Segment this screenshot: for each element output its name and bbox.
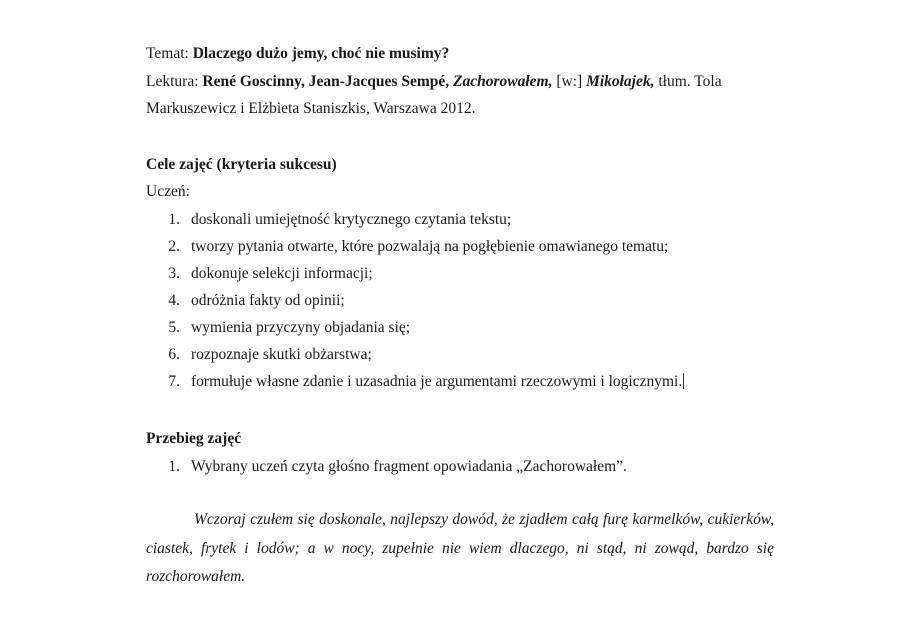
list-item-text: dokonuje selekcji informacji;: [191, 265, 373, 282]
list-item-number: 1.: [168, 458, 180, 475]
reading-book-title: Mikołajek,: [586, 73, 655, 90]
text-cursor: [683, 373, 684, 389]
list-item-number: 1.: [168, 211, 180, 228]
reading-in-label: [w:]: [556, 73, 583, 90]
list-item-text: tworzy pytania otwarte, które pozwalają na pogłębienie omawianego tematu;: [191, 238, 669, 255]
list-item-number: 7.: [168, 373, 180, 390]
list-item-number: 6.: [168, 346, 180, 363]
goals-heading: Cele zajęć (kryteria sukcesu): [146, 156, 337, 173]
list-item-number: 2.: [168, 238, 180, 255]
reading-line-1: [146, 72, 722, 92]
topic-line: [146, 44, 449, 64]
list-item-text: odróżnia fakty od opinii;: [191, 292, 345, 309]
topic-title: Dlaczego dużo jemy, choć nie musimy?: [192, 45, 450, 62]
course-heading: Przebieg zajęć: [146, 430, 242, 447]
goals-subject: Uczeń:: [146, 183, 190, 200]
list-item-number: 4.: [168, 292, 180, 309]
reading-line-2: Markuszewicz i Elżbieta Staniszkis, Warszawa 2012.: [146, 100, 476, 117]
list-item-text-content: formułuje własne zdanie i uzasadnia je argumentami rzeczowymi i logicznymi.: [191, 373, 683, 390]
list-item-text: doskonali umiejętność krytycznego czytania tekstu;: [191, 211, 512, 228]
list-item-number: 3.: [168, 265, 180, 282]
list-item-text[interactable]: [191, 372, 684, 392]
reading-label: Lektura:: [146, 73, 199, 90]
list-item-text: wymienia przyczyny objadania się;: [191, 319, 411, 336]
list-item-text: rozpoznaje skutki obżarstwa;: [191, 346, 372, 363]
reading-authors: René Goscinny, Jean-Jacques Sempé,: [202, 73, 450, 90]
story-quote: Wczoraj czułem się doskonale, najlepszy dowód, że zjadłem całą furę karmelków, cukierków, ciastek, frytek i lodów; a w nocy, zupełnie nie wiem dlaczego, ni stąd, ni zowąd, bardzo się rozchorowałem.: [146, 511, 774, 585]
reading-rest: tłum. Tola: [658, 73, 722, 90]
topic-label: Temat:: [146, 45, 189, 62]
list-item-number: 5.: [168, 319, 180, 336]
list-item-text: Wybrany uczeń czyta głośno fragment opowiadania „Zachorowałem”.: [191, 458, 627, 475]
reading-story-title: Zachorowałem,: [452, 73, 553, 90]
